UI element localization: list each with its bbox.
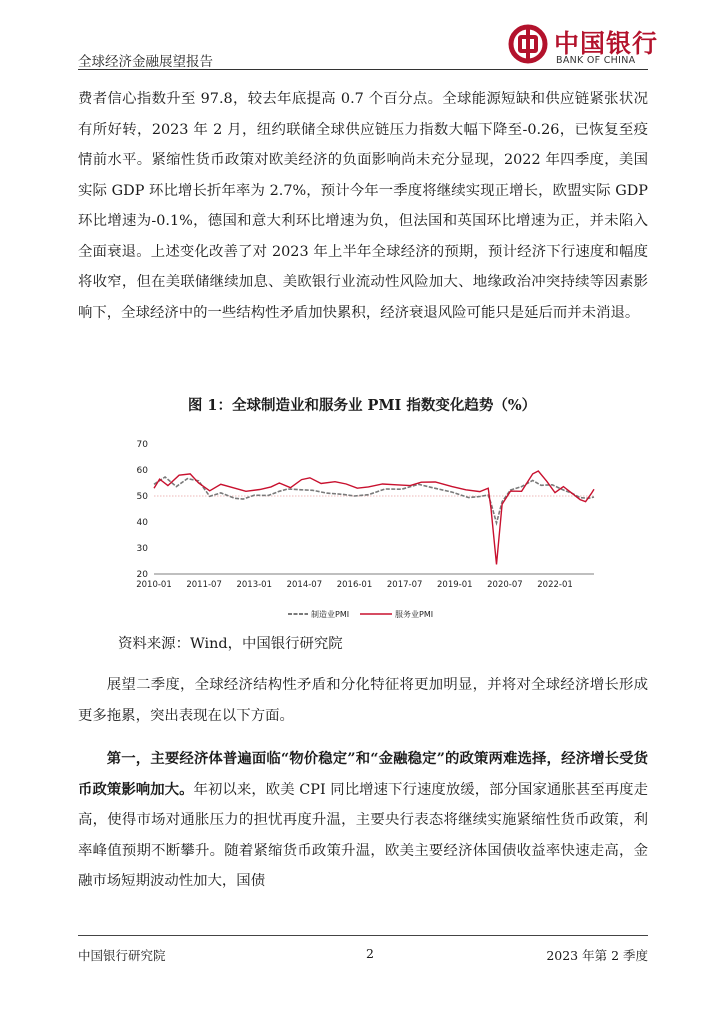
- y-tick-label: 20: [136, 570, 148, 580]
- pmi-line-chart: [120, 434, 600, 624]
- footer-quarter: 2023 年第 2 季度: [546, 948, 648, 963]
- x-tick-label: 2011-07: [186, 580, 222, 590]
- paragraph-3-heading: 第一，主要经济体普遍面临“物价稳定”和“金融稳定”的政策两难选择，经济增长受货币政策影响加大。: [78, 750, 648, 798]
- footer-institution: 中国银行研究院: [78, 948, 166, 963]
- chart-legend: [288, 609, 433, 619]
- x-tick-label: 2019-01: [437, 580, 473, 590]
- logo-chinese-name: 中国银行: [554, 29, 659, 58]
- x-tick-label: 2022-01: [537, 580, 573, 590]
- body-paragraph-2: 展望二季度，全球经济结构性矛盾和分化特征将更加明显，并将对全球经济增长形成更多拖累，突出表现在以下方面。: [78, 677, 648, 724]
- body-paragraph-1: 费者信心指数升至 97.8，较去年底提高 0.7 个百分点。全球能源短缺和供应链紧张状况有所好转，2023 年 2 月，纽约联储全球供应链压力指数大幅下降至-0.26，已恢复至疫情前水平。紧缩性货币政策对欧美经济的负面影响尚未充分显现，2022 年四季度，美国实际 GDP 环比增长折年率为 2.7%，预计今年一季度将继续实现正增长，欧盟实际 GDP 环比增速为-0.1%，德国和意大利环比增速为负，但法国和英国环比增速为正，并未陷入全面衰退。上述变化改善了对 2023 年上半年全球经济的预期，预计经济下行速度和幅度将收窄，但在美联储继续加息、美欧银行业流动性风险加大、地缘政治冲突持续等因素影响下，全球经济中的一些结构性矛盾加快累积，经济衰退风险可能只是延后而并未消退。: [78, 91, 648, 321]
- x-tick-label: 2020-07: [487, 580, 523, 590]
- x-tick-label: 2014-07: [286, 580, 323, 590]
- legend-label-manufacturing: 制造业PMI: [311, 610, 350, 619]
- y-tick-label: 60: [136, 466, 148, 476]
- x-tick-label: 2016-01: [336, 580, 373, 590]
- report-title: 全球经济金融展望报告: [78, 54, 213, 70]
- bank-logo: [508, 24, 659, 68]
- x-tick-label: 2013-01: [236, 580, 273, 590]
- y-axis: [137, 440, 149, 580]
- bank-of-china-emblem-icon: [508, 24, 548, 64]
- header-divider: [78, 69, 648, 70]
- legend-label-services: 服务业PMI: [395, 610, 434, 619]
- x-tick-label: 2017-07: [386, 580, 423, 590]
- page-number: 2: [366, 946, 374, 961]
- logo-english-name: BANK OF CHINA: [556, 55, 636, 66]
- y-tick-label: 30: [136, 544, 148, 554]
- paragraph-3-text: 年初以来，欧美 CPI 同比增速下行速度放缓，部分国家通胀甚至再度走高，使得市场对通胀压力的担忧再度升温，主要央行表态将继续实施紧缩性货币政策，利率峰值预期不断攀升。随着紧缩货币政策升温，欧美主要经济体国债收益率快速走高，金融市场短期波动性加大，国债: [78, 781, 648, 889]
- figure-title: 图 1：全球制造业和服务业 PMI 指数变化趋势（%）: [187, 397, 537, 414]
- y-tick-label: 40: [136, 518, 148, 528]
- series-line-services-pmi: [154, 471, 594, 564]
- footer-divider: [78, 935, 648, 936]
- figure-source: 资料来源：Wind，中国银行研究院: [118, 636, 343, 652]
- body-paragraph-3: [78, 744, 648, 897]
- x-tick-label: 2010-01: [136, 580, 172, 590]
- y-tick-label: 50: [136, 492, 148, 502]
- series-line-manufacturing-pmi: [154, 477, 594, 523]
- x-axis: [136, 574, 594, 590]
- y-tick-label: 70: [136, 440, 148, 450]
